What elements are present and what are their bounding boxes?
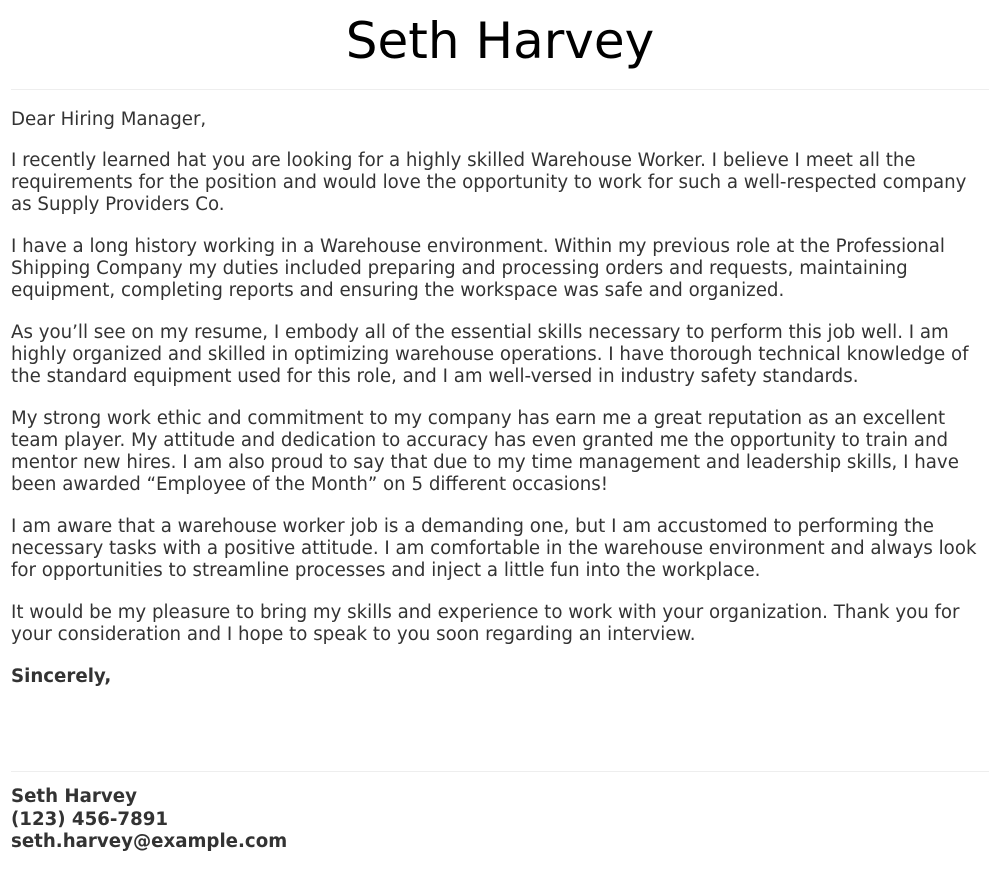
salutation: Dear Hiring Manager, [11, 109, 207, 130]
signature-name: Seth Harvey [11, 786, 137, 807]
signature-divider [11, 771, 989, 772]
page-title: Seth Harvey [345, 12, 655, 70]
closing: Sincerely, [11, 666, 112, 687]
letter-body [11, 109, 989, 688]
paragraph-5: I am aware that a warehouse worker job is a demanding one, but I am accustomed to performing the necessary tasks with a positive attitude. I am comfortable in the warehouse environment and always look for opportunities to streamline processes and inject a little fun into the workplace. [11, 516, 977, 581]
paragraph-3: As you’ll see on my resume, I embody all of the essential skills necessary to perform this job well. I am highly organized and skilled in optimizing warehouse operations. I have thorough technical knowledge of the standard equipment used for this role, and I am well-versed in industry safety standards. [11, 322, 969, 387]
header-divider [11, 89, 989, 90]
signature-email: seth.harvey@example.com [11, 831, 288, 852]
paragraph-2: I have a long history working in a Warehouse environment. Within my previous role at the Professional Shipping Company my duties included preparing and processing orders and requests, maintaining equipment, completing reports and ensuring the workspace was safe and organized. [11, 236, 945, 301]
paragraph-1: I recently learned hat you are looking for a highly skilled Warehouse Worker. I believe I meet all the requirements for the position and would love the opportunity to work for such a well-respected company as Supply Providers Co. [11, 150, 967, 215]
signature-block [11, 786, 287, 854]
paragraph-6: It would be my pleasure to bring my skills and experience to work with your organization. Thank you for your consideration and I hope to speak to you soon regarding an interview. [11, 602, 960, 645]
signature-phone: (123) 456-7891 [11, 808, 169, 830]
paragraph-4: My strong work ethic and commitment to my company has earn me a great reputation as an excellent team player. My attitude and dedication to accuracy has even granted me the opportunity to train and mentor new hires. I am also proud to say that due to my time management and leadership skills, I have been awarded “Employee of the Month” on 5 different occasions! [11, 408, 959, 495]
